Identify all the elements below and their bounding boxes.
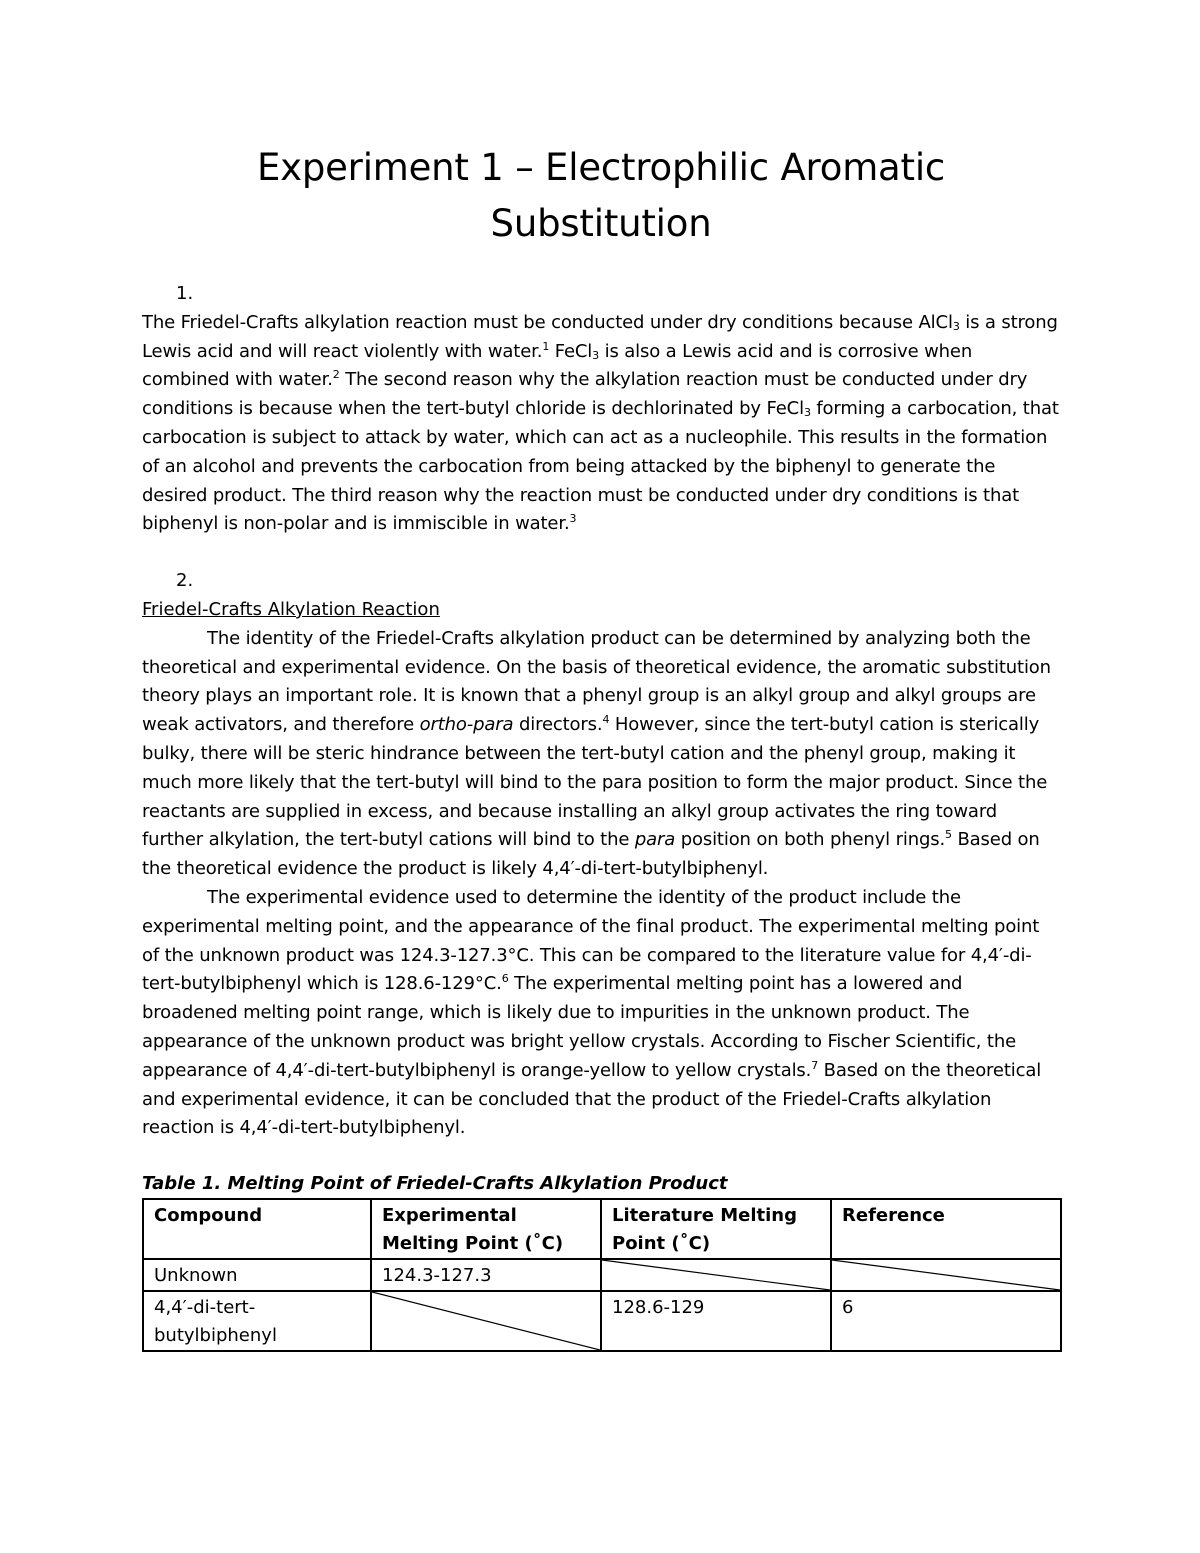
table-header-row — [143, 1199, 1061, 1259]
citation-6: 6 — [501, 972, 509, 986]
question-2-paragraph-1: The identity of the Friedel-Crafts alkylation product can be determined by analyzing both the theoretical and experimental evidence. On the basis of theoretical evidence, the aromatic substitution theory plays an important role. It is known that a phenyl group is an alkyl group and alkyl groups are weak activators, and therefore ortho-para directors.$^4$ However, since the tert-butyl cation is sterically bulky, there will be steric hindrance between the tert-butyl cation and the phenyl group, making it much more likely that the tert-butyl will bind to the para position to form the major product. Since the reactants are supplied in excess, and because installing an alkyl group activates the ring toward further alkylation, the tert-butyl cations will bind to the para position on both phenyl rings.$^5$ Based on the theoretical evidence the product is likely 4,4′-di-tert-butylbiphenyl. — [142, 627, 1051, 880]
table-header-cell: Compound — [143, 1199, 371, 1259]
question-2-number: 2. — [176, 570, 194, 592]
diagonal-line — [372, 1292, 600, 1350]
table-cell: 124.3-127.3 — [371, 1259, 601, 1291]
table-cell: 128.6-129 — [601, 1291, 831, 1351]
citation-3: 3 — [569, 512, 577, 526]
table-header-cell: Experimental Melting Point (˚C) — [371, 1199, 601, 1259]
citation-7: 7 — [811, 1058, 819, 1072]
table-cell: Unknown — [143, 1259, 371, 1291]
document-title: Experiment 1 – Electrophilic Aromatic Substitution — [256, 146, 946, 245]
citation-5: 5 — [945, 828, 952, 842]
table-cell-crossed — [371, 1291, 601, 1351]
document-page — [142, 140, 1060, 1352]
table-cell-crossed — [601, 1259, 831, 1291]
citation-2: 2 — [332, 368, 340, 382]
diagonal-line — [602, 1260, 830, 1290]
melting-point-table — [142, 1198, 1062, 1352]
diagonal-line — [832, 1260, 1060, 1290]
citation-1: 1 — [542, 339, 550, 353]
citation-4: 4 — [602, 713, 610, 727]
table-header-cell: Reference — [831, 1199, 1061, 1259]
question-1-answer: The Friedel-Crafts alkylation reaction must be conducted under dry conditions because AlCl$_3$ is a strong Lewis acid and will react violently with water.$^1$ FeCl$_3$ is also a Lewis acid and is corrosive when combined with water.$^2$ The second reason why the alkylation reaction must be conducted under dry conditions is because when the tert-butyl chloride is dechlorinated by FeCl$_3$ forming a carbocation, that carbocation is subject to attack by water, which can act as a nucleophile. This results in the formation of an alcohol and prevents the carbocation from being attacked by the biphenyl to generate the desired product. The third reason why the reaction must be conducted under dry conditions is that biphenyl is non-polar and is immiscible in water.$^3$ — [142, 311, 1059, 535]
section-heading: Friedel-Crafts Alkylation Reaction — [142, 598, 440, 620]
table-row — [143, 1291, 1061, 1351]
table-caption: Table 1. Melting Point of Friedel-Crafts Alkylation Product — [142, 1173, 728, 1195]
table-cell: 6 — [831, 1291, 1061, 1351]
table-row — [143, 1259, 1061, 1291]
table-header-cell: Literature Melting Point (˚C) — [601, 1199, 831, 1259]
question-1-number: 1. — [176, 283, 194, 304]
question-2-paragraph-2: The experimental evidence used to determine the identity of the product include the experimental melting point, and the appearance of the final product. The experimental melting point of the unknown product was 124.3-127.3°C. This can be compared to the literature value for 4,4′-di-tert-butylbiphenyl which is 128.6-129°C.$^6$ The experimental melting point has a lowered and broadened melting point range, which is likely due to impurities in the unknown product. The appearance of the unknown product was bright yellow crystals. According to Fischer Scientific, the appearance of 4,4′-di-tert-butylbiphenyl is orange-yellow to yellow crystals.$^7$ Based on the theoretical and experimental evidence, it can be concluded that the product of the Friedel-Crafts alkylation reaction is 4,4′-di-tert-butylbiphenyl. — [142, 886, 1042, 1139]
table-cell-crossed — [831, 1259, 1061, 1291]
table-cell: 4,4′-di-tert-butylbiphenyl — [143, 1291, 371, 1351]
